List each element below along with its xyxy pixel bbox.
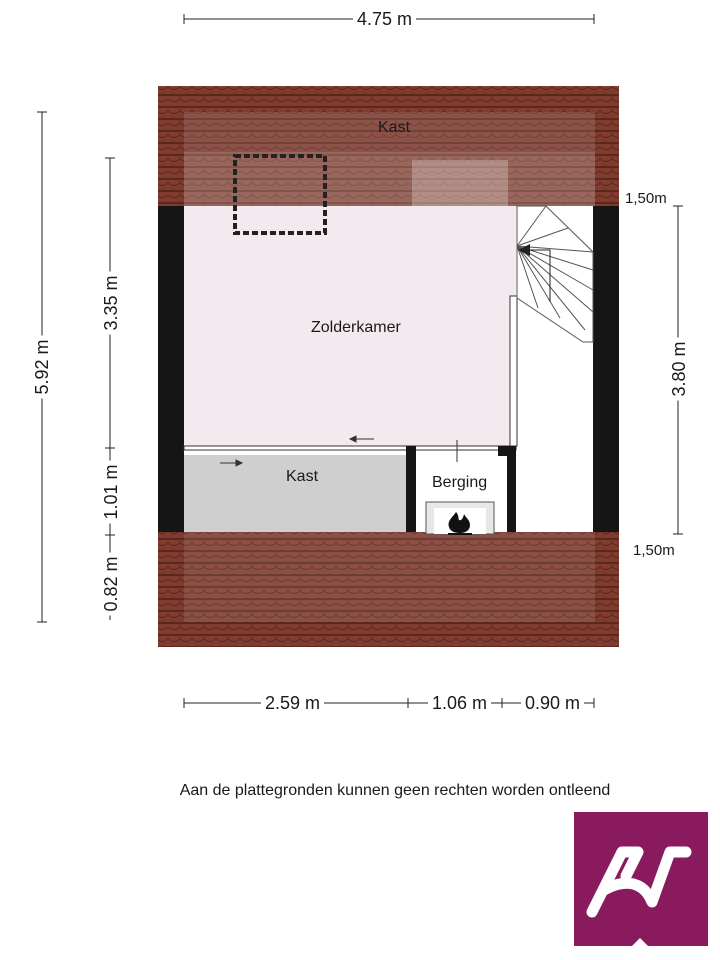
room-label-kast-top: Kast (378, 119, 411, 136)
room-label-kast-bottom: Kast (286, 468, 319, 485)
dormer-hatch (412, 160, 508, 206)
stair-landing (517, 448, 593, 532)
wall-segment-a (406, 446, 416, 532)
staircase (517, 206, 593, 342)
kast-bottom-floor (184, 455, 406, 532)
dimension-bottom-c: 0.90 m (521, 694, 584, 712)
roof-top-knee-shade (184, 152, 595, 206)
roof-bottom-shade (184, 532, 595, 622)
disclaimer-text: Aan de plattegronden kunnen geen rechten worden ontleend (179, 782, 611, 799)
wall-right (593, 206, 619, 532)
dimension-right-height: 3.80 m (670, 337, 688, 400)
stair-wall-thin (510, 296, 517, 446)
dimension-left-middle: 1.01 m (102, 460, 120, 523)
dimension-bottom-b: 1.06 m (428, 694, 491, 712)
partition-wall (184, 446, 516, 450)
wall-segment-c (507, 446, 516, 532)
knee-height-top: 1,50m (625, 190, 667, 207)
av-logo (574, 812, 708, 946)
dimension-total-width: 4.75 m (353, 10, 416, 28)
knee-height-bottom: 1,50m (633, 542, 675, 559)
dimension-bottom-a: 2.59 m (261, 694, 324, 712)
dimension-left-upper: 3.35 m (102, 271, 120, 334)
room-label-zolderkamer: Zolderkamer (311, 319, 401, 336)
wall-left (158, 206, 184, 532)
room-label-berging: Berging (432, 474, 488, 491)
dimension-total-depth: 5.92 m (33, 335, 51, 398)
dimension-left-lower: 0.82 m (102, 552, 120, 615)
